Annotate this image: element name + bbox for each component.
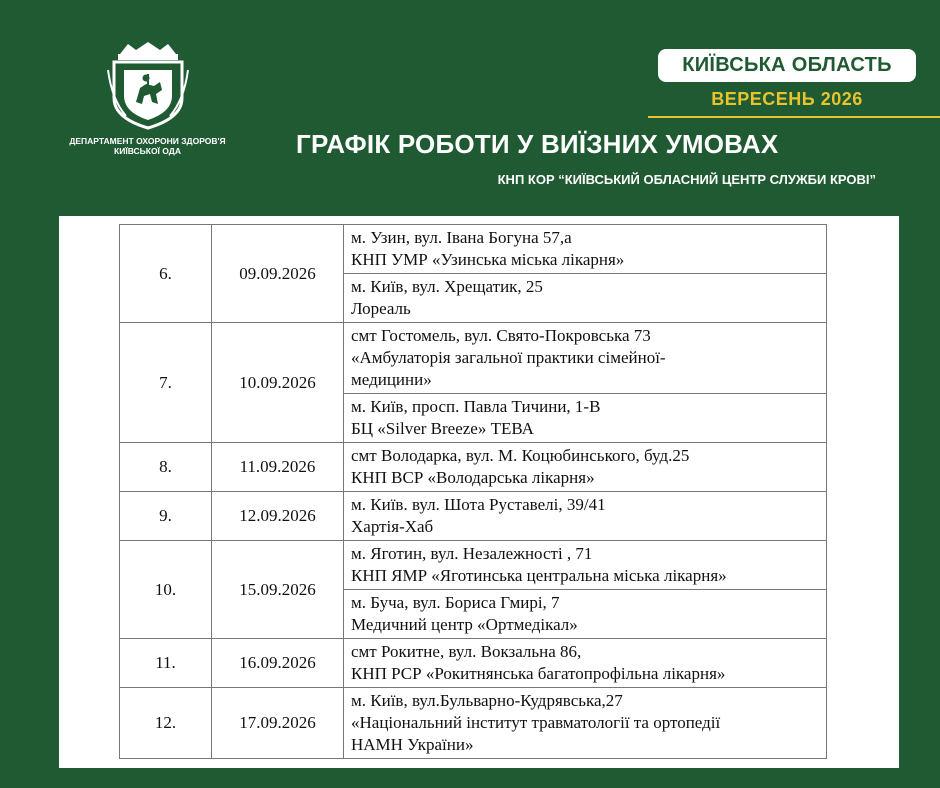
location-line: Медичний центр «Ортмедікал» [351,615,578,634]
location-cell [344,394,827,443]
location-line: м. Київ, вул. Хрещатик, 25 [351,277,543,296]
row-number: 6. [120,225,212,323]
row-number: 12. [120,688,212,759]
region-badge: КИЇВСЬКА ОБЛАСТЬ [658,49,916,82]
location-cell [344,639,827,688]
location-line: Лореаль [351,299,411,318]
row-date: 15.09.2026 [212,541,344,639]
table-row [120,225,827,274]
location-cell [344,225,827,274]
logo [60,40,235,156]
location-cell [344,590,827,639]
location-cell [344,443,827,492]
page-title: ГРАФІК РОБОТИ У ВИЇЗНИХ УМОВАХ [296,129,779,159]
row-number: 7. [120,323,212,443]
location-line: «Національний інститут травматології та ортопедії [351,713,721,732]
location-line: м. Київ, просп. Павла Тичини, 1-В [351,397,601,416]
table-row [120,492,827,541]
page-subtitle: КНП КОР “КИЇВСЬКИЙ ОБЛАСНИЙ ЦЕНТР СЛУЖБИ КРОВІ” [497,172,876,187]
location-cell [344,492,827,541]
table-row [120,688,827,759]
location-line: смт Гостомель, вул. Свято-Покровська 73 [351,326,651,345]
location-line: м. Яготин, вул. Незалежності , 71 [351,544,593,563]
table-row [120,541,827,590]
schedule-sheet [59,216,899,768]
location-line: НАМН України» [351,735,474,754]
location-line: медицини» [351,370,432,389]
location-line: КНП РСР «Рокитнянська багатопрофільна лікарня» [351,664,726,683]
location-line: смт Володарка, вул. М. Коцюбинського, буд.25 [351,446,690,465]
department-name: ДЕПАРТАМЕНТ ОХОРОНИ ЗДОРОВ'Я КИЇВСЬКОЇ ОДА [69,136,226,156]
location-line: м. Буча, вул. Бориса Гмирі, 7 [351,593,560,612]
location-cell [344,688,827,759]
location-line: БЦ «Silver Breeze» ТЕВА [351,419,534,438]
row-number: 8. [120,443,212,492]
location-line: «Амбулаторія загальної практики сімейної- [351,348,666,367]
table-row [120,323,827,394]
location-cell [344,541,827,590]
location-line: КНП УМР «Узинська міська лікарня» [351,250,625,269]
row-date: 09.09.2026 [212,225,344,323]
location-line: м. Київ. вул. Шота Руставелі, 39/41 [351,495,606,514]
divider [648,116,940,118]
location-line: смт Рокитне, вул. Вокзальна 86, [351,642,582,661]
location-line: КНП ВСР «Володарська лікарня» [351,468,595,487]
table-row [120,443,827,492]
row-date: 16.09.2026 [212,639,344,688]
location-line: м. Узин, вул. Івана Богуна 57,а [351,228,572,247]
schedule-table [119,224,827,759]
location-line: КНП ЯМР «Яготинська центральна міська лікарня» [351,566,727,585]
row-date: 12.09.2026 [212,492,344,541]
row-number: 9. [120,492,212,541]
location-cell [344,274,827,323]
row-number: 11. [120,639,212,688]
row-date: 17.09.2026 [212,688,344,759]
row-date: 10.09.2026 [212,323,344,443]
month-label: ВЕРЕСЕНЬ 2026 [711,89,863,109]
location-cell [344,323,827,394]
row-number: 10. [120,541,212,639]
row-date: 11.09.2026 [212,443,344,492]
location-line: Хартія-Хаб [351,517,434,536]
coat-of-arms-icon [106,40,190,130]
location-line: м. Київ, вул.Бульварно-Кудрявська,27 [351,691,623,710]
table-row [120,639,827,688]
